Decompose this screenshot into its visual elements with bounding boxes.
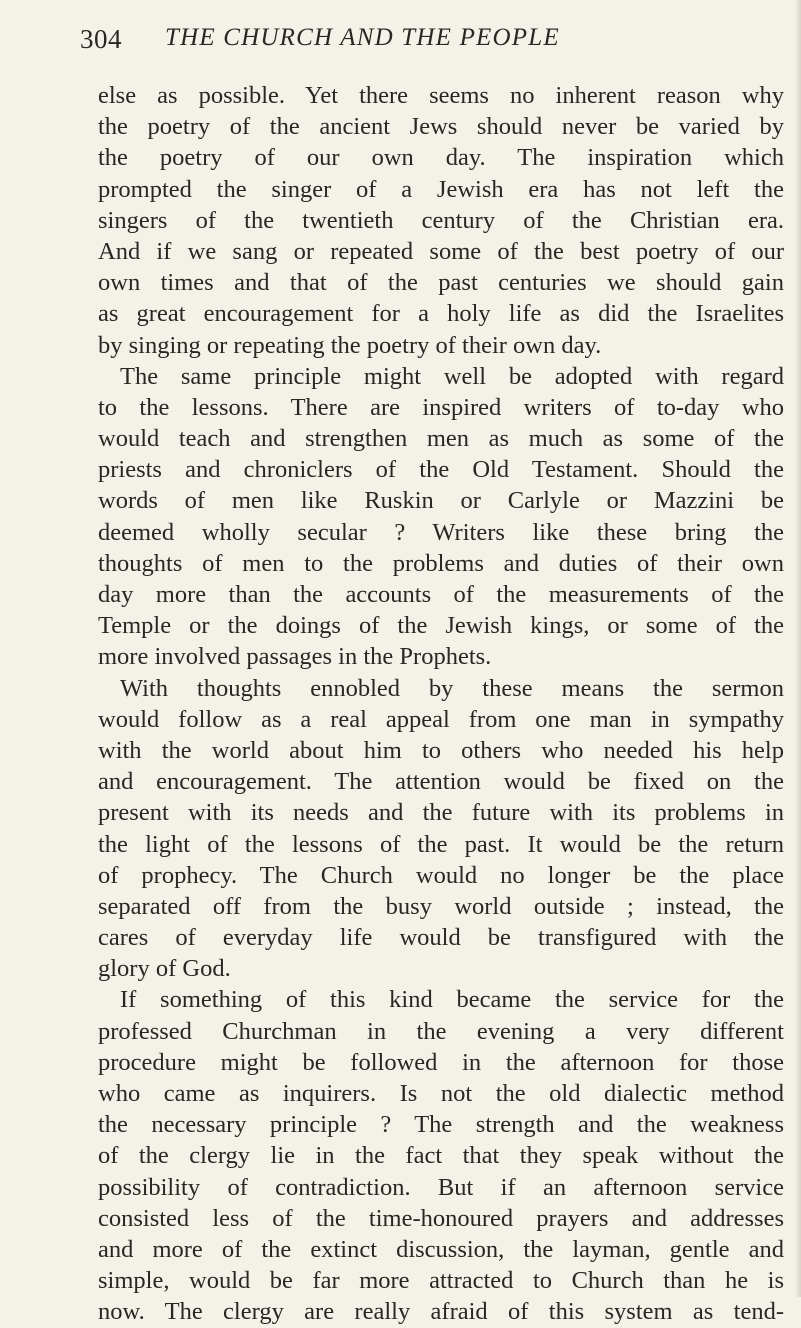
text-line: the light of the lessons of the past. It would be the return bbox=[98, 830, 784, 858]
running-title: THE CHURCH AND THE PEOPLE bbox=[165, 24, 560, 51]
text-line: priests and chroniclers of the Old Testament. Should the bbox=[98, 456, 784, 484]
text-line: with the world about him to others who needed his help bbox=[98, 736, 784, 764]
text-line: present with its needs and the future with its problems in bbox=[98, 799, 784, 827]
text-line: simple, would be far more attracted to Church than he is bbox=[98, 1267, 784, 1295]
text-line: separated off from the busy world outside ; instead, the bbox=[98, 892, 784, 920]
page-number: 304 bbox=[80, 24, 122, 54]
text-line: possibility of contradiction. But if an afternoon service bbox=[98, 1173, 784, 1201]
text-line: professed Churchman in the evening a very different bbox=[98, 1017, 784, 1045]
text-line: by singing or repeating the poetry of their own day. bbox=[98, 331, 602, 359]
text-line: and more of the extinct discussion, the layman, gentle and bbox=[98, 1235, 784, 1263]
text-line: would teach and strengthen men as much as some of the bbox=[98, 425, 784, 453]
text-line: And if we sang or repeated some of the best poetry of our bbox=[98, 237, 784, 265]
text-line: day more than the accounts of the measurements of the bbox=[98, 581, 784, 608]
text-line: cares of everyday life would be transfigured with the bbox=[98, 924, 784, 952]
text-line: more involved passages in the Prophets. bbox=[98, 643, 492, 671]
text-line: words of men like Ruskin or Carlyle or Mazzini be bbox=[98, 487, 784, 515]
text-line: consisted less of the time-honoured prayers and addresses bbox=[98, 1204, 784, 1232]
text-line: glory of God. bbox=[98, 955, 231, 983]
text-line: the necessary principle ? The strength and the weakness bbox=[98, 1111, 784, 1139]
text-line: the poetry of our own day. The inspiration which bbox=[98, 144, 784, 172]
text-line: who came as inquirers. Is not the old dialectic method bbox=[98, 1080, 784, 1107]
text-line: as great encouragement for a holy life as did the Israelites bbox=[98, 300, 784, 328]
text-line: and encouragement. The attention would be fixed on the bbox=[98, 768, 784, 796]
page-edge-shadow bbox=[795, 0, 801, 1297]
text-line: Temple or the doings of the Jewish kings, or some of the bbox=[98, 612, 784, 640]
text-line: would follow as a real appeal from one man in sympathy bbox=[98, 705, 784, 733]
text-line: With thoughts ennobled by these means the sermon bbox=[120, 674, 784, 702]
text-line: The same principle might well be adopted with regard bbox=[120, 362, 784, 390]
running-header bbox=[80, 24, 770, 64]
text-line: procedure might be followed in the afternoon for those bbox=[98, 1048, 784, 1076]
text-line: own times and that of the past centuries we should gain bbox=[98, 269, 784, 297]
text-line: else as possible. Yet there seems no inherent reason why bbox=[98, 82, 784, 109]
text-line: If something of this kind became the service for the bbox=[120, 986, 784, 1014]
text-line: of prophecy. The Church would no longer be the place bbox=[98, 861, 784, 889]
text-line: the poetry of the ancient Jews should never be varied by bbox=[98, 113, 784, 141]
text-line: to the lessons. There are inspired writers of to-day who bbox=[98, 393, 784, 421]
text-line: thoughts of men to the problems and duties of their own bbox=[98, 549, 784, 577]
body-text bbox=[98, 80, 784, 1328]
text-line: now. The clergy are really afraid of this system as tend- bbox=[98, 1298, 784, 1326]
text-line: singers of the twentieth century of the Christian era. bbox=[98, 206, 784, 234]
text-line: of the clergy lie in the fact that they speak without the bbox=[98, 1142, 784, 1170]
text-line: deemed wholly secular ? Writers like these bring the bbox=[98, 518, 784, 546]
text-line: prompted the singer of a Jewish era has not left the bbox=[98, 175, 784, 203]
